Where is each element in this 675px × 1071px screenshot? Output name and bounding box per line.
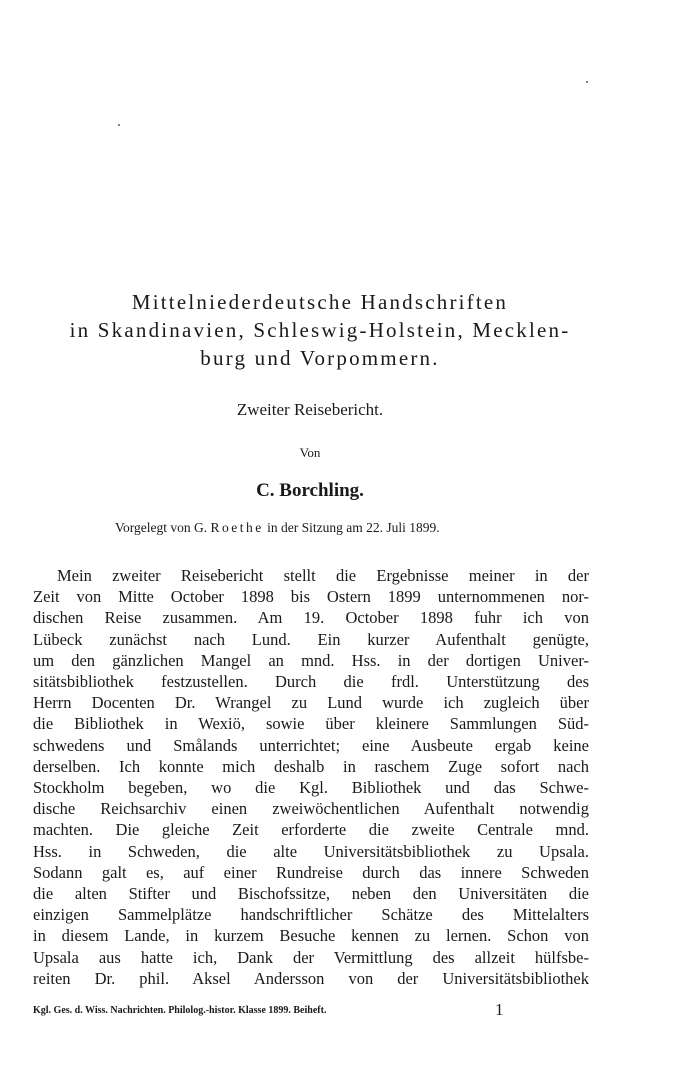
body-line: Sodann galt es, auf einer Rundreise durch das innere Schweden xyxy=(33,862,589,882)
byline-word: Von xyxy=(299,445,321,460)
presented-prefix: Vorgelegt von G. xyxy=(115,520,208,535)
body-line: die Bibliothek in Wexiö, sowie über kleinere Sammlungen Süd- xyxy=(33,714,589,734)
scan-speck xyxy=(586,81,588,83)
page-number: 1 xyxy=(495,1000,504,1019)
footer-citation: Kgl. Ges. d. Wiss. Nachrichten. Philolog.-histor. Klasse 1899. Beiheft. xyxy=(33,1005,327,1016)
body-line: machten. Die gleiche Zeit erforderte die zweite Centrale mnd. xyxy=(33,820,589,840)
document-subtitle: Zweiter Reisebericht. xyxy=(236,400,384,419)
scan-speck xyxy=(118,124,120,126)
body-line: Herrn Docenten Dr. Wrangel zu Lund wurde ich zugleich über xyxy=(33,693,589,713)
body-line: die alten Stifter und Bischofssitze, neben den Universitäten die xyxy=(33,884,589,904)
body-line: schwedens und Smålands unterrichtet; eine Ausbeute ergab keine xyxy=(33,735,589,755)
body-line: sitätsbibliothek festzustellen. Durch die frdl. Unterstützung des xyxy=(33,672,589,692)
title-line-1: Mittelniederdeutsche Handschriften xyxy=(131,290,509,314)
body-line: einzigen Sammelplätze handschriftlicher Schätze des Mittelalters xyxy=(33,905,589,925)
body-line: reiten Dr. phil. Aksel Andersson von der Universitätsbibliothek xyxy=(33,968,589,988)
body-line: dischen Reise zusammen. Am 19. October 1898 fuhr ich von xyxy=(33,608,589,628)
body-line: Stockholm begeben, wo die Kgl. Bibliothek und das Schwe- xyxy=(33,778,589,798)
page-footer xyxy=(33,1000,589,1019)
presenter-name: Roethe xyxy=(210,520,264,535)
body-line: dische Reichsarchiv einen zweiwöchentlichen Aufenthalt notwendig xyxy=(33,799,589,819)
title-line-3: burg und Vorpommern. xyxy=(200,346,440,370)
presented-suffix: in der Sitzung am 22. Juli 1899. xyxy=(267,520,440,535)
author-name: C. Borchling. xyxy=(256,480,364,501)
body-line: in diesem Lande, in kurzem Besuche kennen zu lernen. Schon von xyxy=(33,926,589,946)
body-line: um den gänzlichen Mangel an mnd. Hss. in der dortigen Univer- xyxy=(33,650,589,670)
body-line: derselben. Ich konnte mich deshalb in raschem Zuge sofort nach xyxy=(33,756,589,776)
document-title xyxy=(40,288,600,372)
body-paragraph xyxy=(33,565,589,989)
body-line: Mein zweiter Reisebericht stellt die Ergebnisse meiner in der xyxy=(57,566,589,585)
body-line: Hss. in Schweden, die alte Universitätsbibliothek zu Upsala. xyxy=(33,841,589,861)
presented-note xyxy=(115,520,440,536)
body-line: Zeit von Mitte October 1898 bis Ostern 1899 unternommenen nor- xyxy=(33,587,589,607)
body-line: Upsala aus hatte ich, Dank der Vermittlung des allzeit hülfsbe- xyxy=(33,947,589,967)
body-line: Lübeck zunächst nach Lund. Ein kurzer Aufenthalt genügte, xyxy=(33,629,589,649)
title-line-2: in Skandinavien, Schleswig-Holstein, Mecklen- xyxy=(69,318,571,342)
